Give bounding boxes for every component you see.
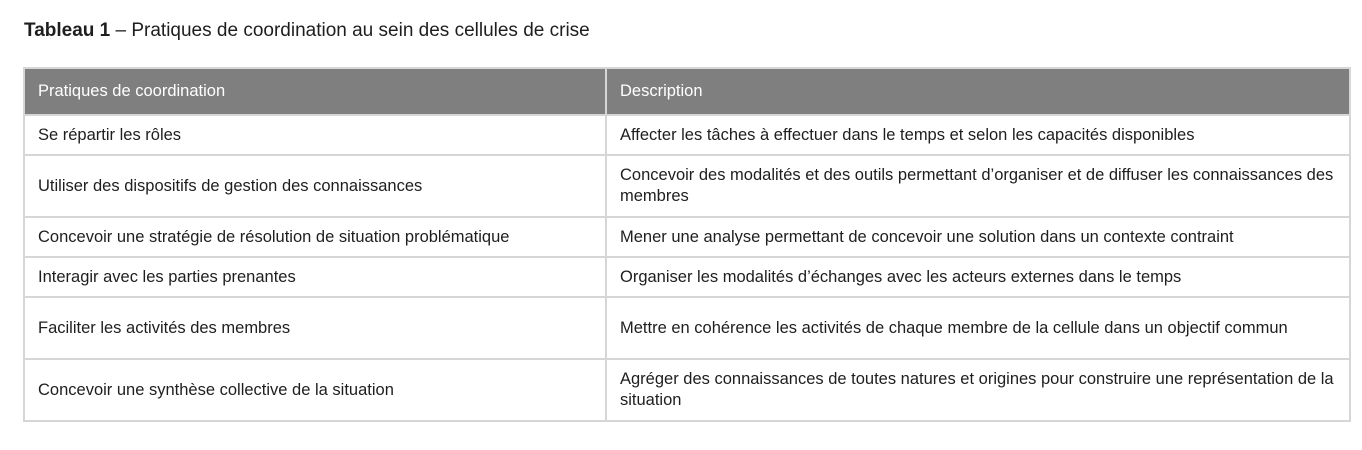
table-row: [24, 155, 1350, 217]
practice-cell: Concevoir une synthèse collective de la situation: [24, 359, 606, 421]
table-caption: [24, 19, 590, 43]
coordination-practices-table: [23, 67, 1351, 422]
table-row: [24, 359, 1350, 421]
table-caption-label: Tableau 1: [24, 20, 111, 41]
table-row: [24, 297, 1350, 359]
table-row: [24, 217, 1350, 257]
practice-cell: Se répartir les rôles: [24, 115, 606, 155]
description-cell: Concevoir des modalités et des outils permettant d’organiser et de diffuser les connaissances des membres: [606, 155, 1350, 217]
practice-cell: Interagir avec les parties prenantes: [24, 257, 606, 297]
description-cell: Agréger des connaissances de toutes natures et origines pour construire une représentation de la situation: [606, 359, 1350, 421]
table-row: [24, 115, 1350, 155]
table-caption-separator: –: [110, 20, 132, 41]
column-header-practices: Pratiques de coordination: [24, 68, 606, 115]
description-cell: Organiser les modalités d’échanges avec les acteurs externes dans le temps: [606, 257, 1350, 297]
practice-cell: Concevoir une stratégie de résolution de situation problématique: [24, 217, 606, 257]
column-header-description: Description: [606, 68, 1350, 115]
practice-cell: Utiliser des dispositifs de gestion des connaissances: [24, 155, 606, 217]
table-caption-title: Pratiques de coordination au sein des cellules de crise: [131, 20, 590, 41]
description-cell: Affecter les tâches à effectuer dans le temps et selon les capacités disponibles: [606, 115, 1350, 155]
practice-cell: Faciliter les activités des membres: [24, 297, 606, 359]
description-cell: Mettre en cohérence les activités de chaque membre de la cellule dans un objectif commun: [606, 297, 1350, 359]
description-cell: Mener une analyse permettant de concevoir une solution dans un contexte contraint: [606, 217, 1350, 257]
table-row: [24, 257, 1350, 297]
table-header-row: [24, 68, 1350, 115]
